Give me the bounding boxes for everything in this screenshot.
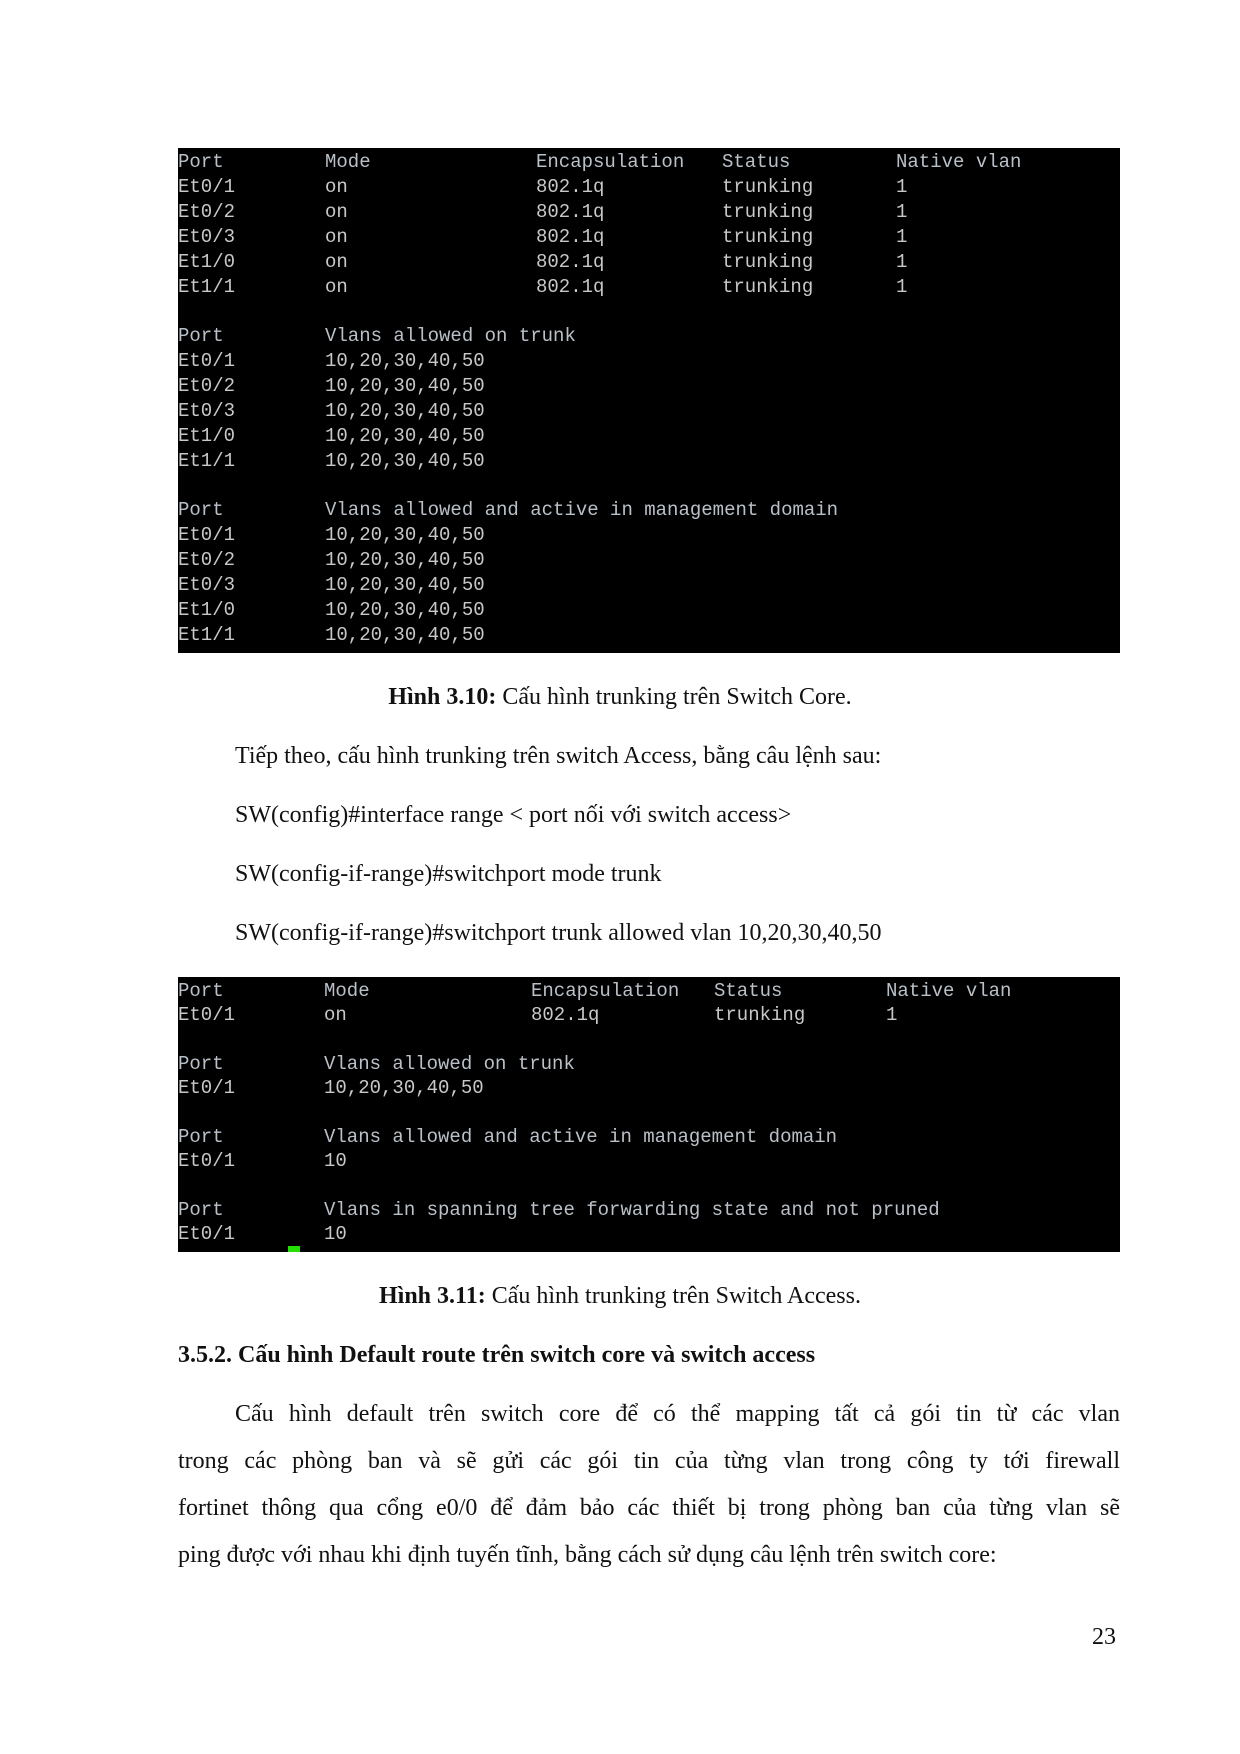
terminal-screenshot-switch-core — [178, 148, 1120, 653]
cell-encapsulation: 802.1q — [536, 276, 605, 298]
body-line: Cấu hình default trên switch core để có thể mapping tất cả gói tin từ các vlan — [235, 1401, 1120, 1427]
header-encapsulation: Encapsulation — [536, 151, 685, 173]
caption-text: Cấu hình trunking trên Switch Core. — [496, 684, 852, 710]
cell-native-vlan: 1 — [896, 201, 908, 223]
page-number: 23 — [1092, 1624, 1116, 1650]
cell-status: trunking — [722, 251, 814, 273]
header-port: Port — [178, 1126, 224, 1148]
cell-status: trunking — [714, 1004, 806, 1026]
cell-vlans: 10,20,30,40,50 — [325, 624, 485, 646]
terminal-row — [178, 275, 908, 299]
cell-port: Et1/0 — [178, 599, 236, 621]
header-port: Port — [178, 1199, 224, 1221]
cell-port: Et0/3 — [178, 400, 236, 422]
terminal-header-row — [178, 1052, 575, 1076]
figure-caption-3-11 — [0, 1282, 1240, 1310]
cell-vlans: 10,20,30,40,50 — [325, 524, 485, 546]
cell-vlans: 10,20,30,40,50 — [325, 375, 485, 397]
terminal-row — [178, 598, 485, 622]
terminal-row — [178, 250, 908, 274]
header-native-vlan: Native vlan — [896, 151, 1022, 173]
cell-status: trunking — [722, 176, 814, 198]
terminal-row — [178, 349, 485, 373]
header-port: Port — [178, 499, 224, 521]
caption-text: Cấu hình trunking trên Switch Access. — [485, 1283, 861, 1309]
cell-port: Et0/3 — [178, 574, 236, 596]
header-port: Port — [178, 151, 224, 173]
terminal-row — [178, 225, 908, 249]
cell-native-vlan: 1 — [896, 251, 908, 273]
cell-port: Et0/2 — [178, 549, 236, 571]
terminal-header-row — [178, 150, 1022, 174]
cell-port: Et1/0 — [178, 425, 236, 447]
command-line: SW(config-if-range)#switchport trunk allowed vlan 10,20,30,40,50 — [235, 920, 882, 946]
cell-status: trunking — [722, 276, 814, 298]
cell-port: Et1/0 — [178, 251, 236, 273]
cell-mode: on — [325, 176, 348, 198]
header-vlans-active: Vlans allowed and active in management domain — [325, 499, 839, 521]
terminal-row — [178, 399, 485, 423]
command-line: SW(config)#interface range < port nối với switch access> — [235, 802, 792, 828]
header-vlans-forwarding: Vlans in spanning tree forwarding state and not pruned — [324, 1199, 940, 1221]
terminal-header-row — [178, 1125, 838, 1149]
body-line: ping được với nhau khi định tuyến tĩnh, bằng cách sử dụng câu lệnh trên switch core: — [178, 1542, 997, 1568]
cell-encapsulation: 802.1q — [536, 201, 605, 223]
cell-vlans: 10,20,30,40,50 — [325, 400, 485, 422]
cell-port: Et1/1 — [178, 450, 236, 472]
header-encapsulation: Encapsulation — [531, 980, 680, 1002]
cell-port: Et0/1 — [178, 1077, 236, 1099]
command-line: SW(config-if-range)#switchport mode trunk — [235, 861, 662, 887]
terminal-row — [178, 548, 485, 572]
cell-port: Et0/3 — [178, 226, 236, 248]
cell-vlans: 10 — [324, 1223, 347, 1245]
intro-paragraph: Tiếp theo, cấu hình trunking trên switch Access, bằng câu lệnh sau: — [235, 743, 882, 769]
header-vlans-allowed: Vlans allowed on trunk — [325, 325, 576, 347]
header-vlans-allowed: Vlans allowed on trunk — [324, 1053, 575, 1075]
cell-port: Et0/1 — [178, 176, 236, 198]
terminal-header-row — [178, 1198, 940, 1222]
cell-vlans: 10,20,30,40,50 — [325, 450, 485, 472]
cell-vlans: 10,20,30,40,50 — [325, 599, 485, 621]
cell-status: trunking — [722, 201, 814, 223]
cell-mode: on — [325, 226, 348, 248]
cell-native-vlan: 1 — [896, 276, 908, 298]
cell-native-vlan: 1 — [896, 226, 908, 248]
cell-vlans: 10,20,30,40,50 — [324, 1077, 484, 1099]
header-native-vlan: Native vlan — [886, 980, 1012, 1002]
header-status: Status — [714, 980, 783, 1002]
cell-mode: on — [324, 1004, 347, 1026]
cell-port: Et0/1 — [178, 524, 236, 546]
terminal-row — [178, 1222, 347, 1246]
terminal-header-row — [178, 324, 576, 348]
figure-caption-3-10 — [0, 683, 1240, 711]
terminal-row — [178, 374, 485, 398]
header-port: Port — [178, 325, 224, 347]
cell-vlans: 10,20,30,40,50 — [325, 574, 485, 596]
terminal-row — [178, 175, 908, 199]
terminal-header-row — [178, 979, 1012, 1003]
section-heading: 3.5.2. Cấu hình Default route trên switch core và switch access — [178, 1342, 816, 1368]
header-vlans-active: Vlans allowed and active in management domain — [324, 1126, 838, 1148]
terminal-row — [178, 623, 485, 647]
cell-port: Et0/1 — [178, 1004, 236, 1026]
cell-mode: on — [325, 251, 348, 273]
terminal-row — [178, 200, 908, 224]
header-port: Port — [178, 980, 224, 1002]
cell-port: Et0/1 — [178, 350, 236, 372]
terminal-row — [178, 573, 485, 597]
caption-label: Hình 3.11: — [379, 1283, 486, 1309]
terminal-header-row — [178, 498, 839, 522]
cell-vlans: 10,20,30,40,50 — [325, 549, 485, 571]
terminal-row — [178, 1076, 484, 1100]
cell-vlans: 10,20,30,40,50 — [325, 350, 485, 372]
terminal-row — [178, 523, 485, 547]
cell-vlans: 10 — [324, 1150, 347, 1172]
cell-port: Et1/1 — [178, 624, 236, 646]
cell-port: Et0/2 — [178, 201, 236, 223]
terminal-row — [178, 1149, 347, 1173]
terminal-row — [178, 424, 485, 448]
cell-port: Et0/1 — [178, 1223, 236, 1245]
cell-port: Et1/1 — [178, 276, 236, 298]
terminal-screenshot-switch-access — [178, 977, 1120, 1252]
header-mode: Mode — [325, 151, 371, 173]
cell-native-vlan: 1 — [886, 1004, 898, 1026]
cell-encapsulation: 802.1q — [536, 251, 605, 273]
cell-native-vlan: 1 — [896, 176, 908, 198]
header-status: Status — [722, 151, 791, 173]
terminal-row — [178, 449, 485, 473]
body-line: trong các phòng ban và sẽ gửi các gói tin của từng vlan trong công ty tới firewall — [178, 1448, 1120, 1474]
body-line: fortinet thông qua cổng e0/0 để đảm bảo các thiết bị trong phòng ban của từng vlan sẽ — [178, 1495, 1120, 1521]
header-mode: Mode — [324, 980, 370, 1002]
terminal-row — [178, 1003, 898, 1027]
cell-encapsulation: 802.1q — [531, 1004, 600, 1026]
cell-mode: on — [325, 276, 348, 298]
cell-mode: on — [325, 201, 348, 223]
terminal-cursor — [288, 1246, 300, 1252]
cell-encapsulation: 802.1q — [536, 176, 605, 198]
cell-vlans: 10,20,30,40,50 — [325, 425, 485, 447]
header-port: Port — [178, 1053, 224, 1075]
cell-encapsulation: 802.1q — [536, 226, 605, 248]
caption-label: Hình 3.10: — [388, 684, 497, 710]
cell-port: Et0/1 — [178, 1150, 236, 1172]
cell-port: Et0/2 — [178, 375, 236, 397]
cell-status: trunking — [722, 226, 814, 248]
